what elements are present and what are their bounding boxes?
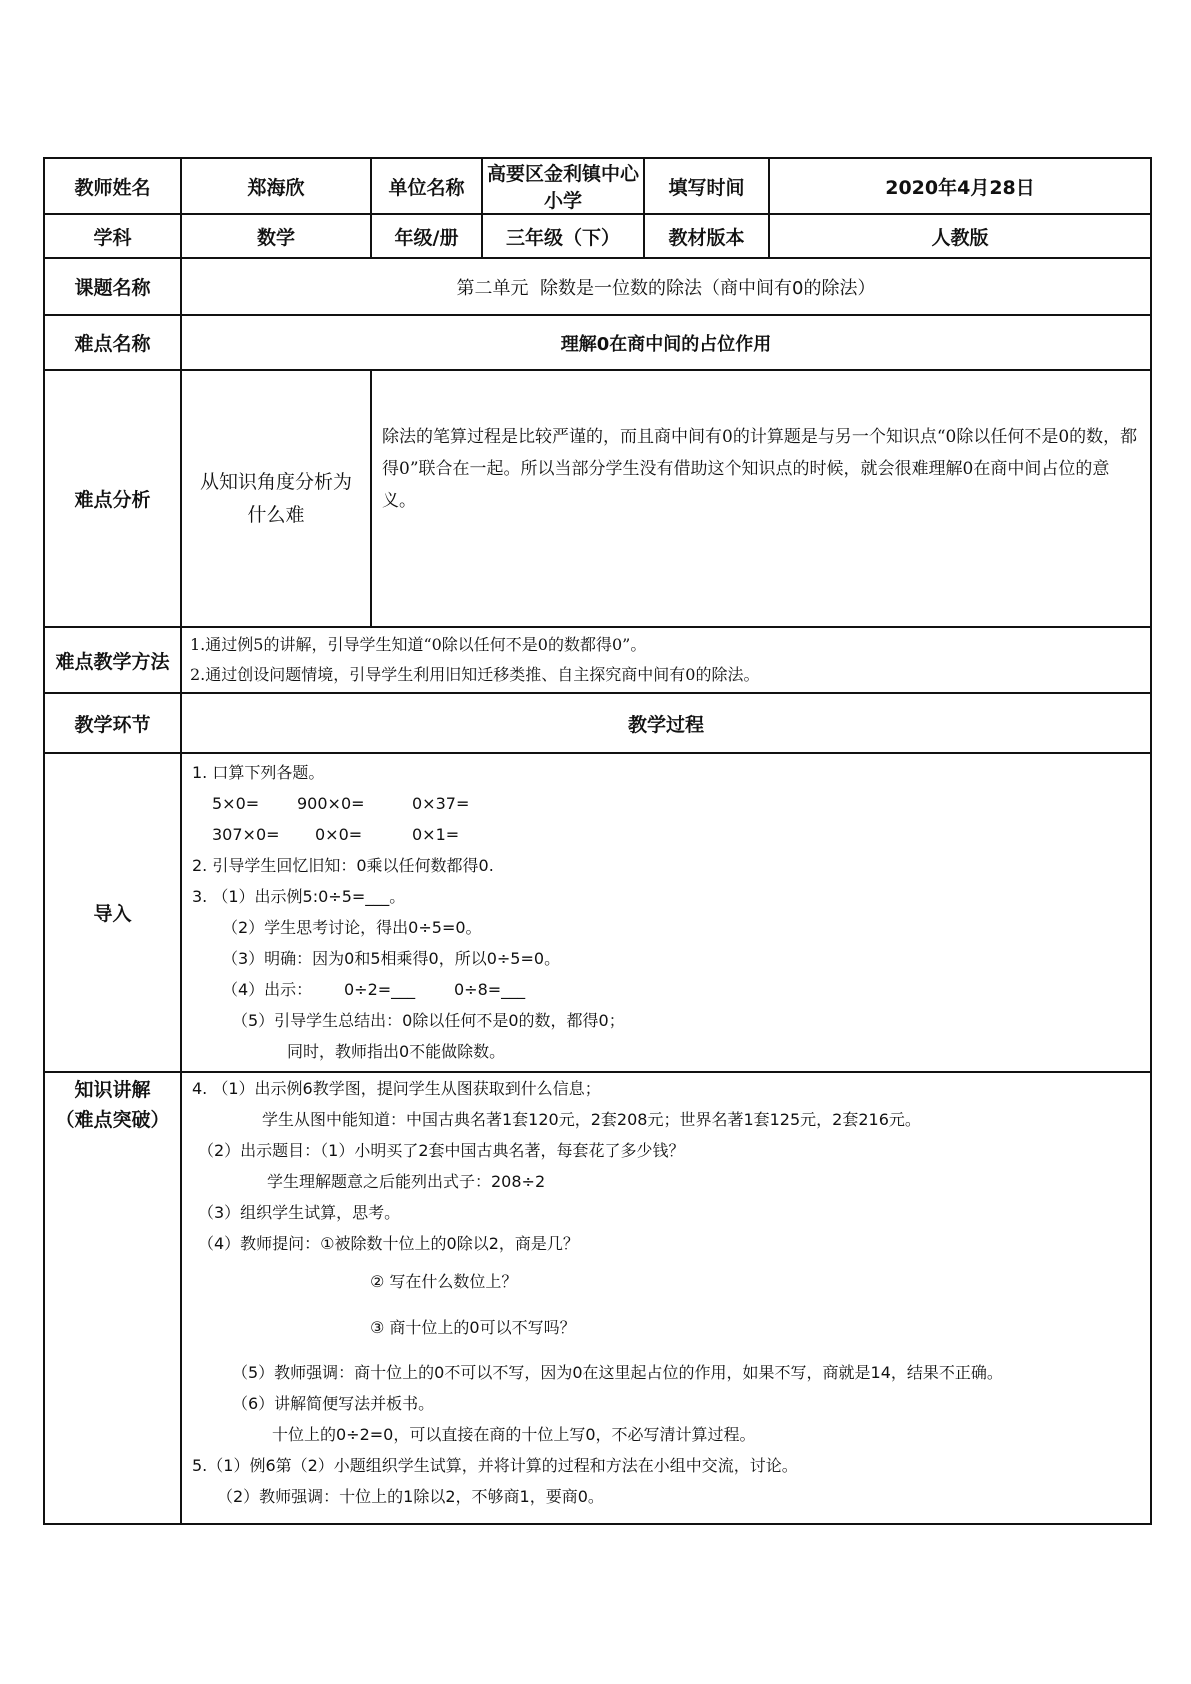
intro-expr: 5×0= <box>212 794 260 813</box>
intro-line: 3. （1）出示例5:0÷5=___。 <box>192 887 406 906</box>
knowledge-line: 学生理解题意之后能列出式子：208÷2 <box>267 1172 546 1191</box>
knowledge-line: （2）教师强调：十位上的1除以2，不够商1，要商0。 <box>217 1487 604 1506</box>
header-row-1 <box>44 158 1151 214</box>
date-label: 填写时间 <box>644 158 769 214</box>
intro-label: 导入 <box>44 753 181 1072</box>
knowledge-line: ② 写在什么数位上？ <box>370 1272 518 1291</box>
intro-expr: （4）出示： <box>222 980 313 999</box>
analysis-row <box>44 370 1151 627</box>
method-line: 1.通过例5的讲解，引导学生知道“0除以任何不是0的数都得0”。 <box>190 635 647 654</box>
topic-value: 第二单元 除数是一位数的除法（商中间有0的除法） <box>181 258 1151 315</box>
knowledge-line: 4. （1）出示例6教学图，提问学生从图获取到什么信息； <box>192 1079 601 1098</box>
intro-math-row-1 <box>192 788 1142 819</box>
knowledge-line: 5.（1）例6第（2）小题组织学生试算，并将计算的过程和方法在小组中交流，讨论。 <box>192 1456 798 1475</box>
intro-expr: 0×37= <box>412 794 470 813</box>
intro-row <box>44 753 1151 1072</box>
difficulty-value: 理解0在商中间的占位作用 <box>181 315 1151 370</box>
knowledge-line: （6）讲解简便写法并板书。 <box>232 1394 435 1413</box>
intro-line: （3）明确：因为0和5相乘得0，所以0÷5=0。 <box>222 949 561 968</box>
subject-value: 数学 <box>181 214 371 258</box>
knowledge-line: 学生从图中能知道：中国古典名著1套120元，2套208元；世界名著1套125元，2套216元。 <box>262 1110 921 1129</box>
knowledge-label: 知识讲解 <box>74 1079 151 1101</box>
subject-label: 学科 <box>44 214 181 258</box>
knowledge-line: （4）教师提问：①被除数十位上的0除以2，商是几？ <box>198 1234 579 1253</box>
grade-value: 三年级（下） <box>482 214 644 258</box>
intro-line: 2. 引导学生回忆旧知：0乘以任何数都得0. <box>192 856 494 875</box>
process-header-value: 教学过程 <box>181 693 1151 753</box>
difficulty-label: 难点名称 <box>44 315 181 370</box>
method-text <box>181 627 1151 693</box>
knowledge-content <box>181 1072 1151 1524</box>
intro-line: 同时，教师指出0不能做除数。 <box>287 1042 506 1061</box>
process-header-label: 教学环节 <box>44 693 181 753</box>
analysis-text: 除法的笔算过程是比较严谨的，而且商中间有0的计算题是与另一个知识点“0除以任何不是0的数，都得0”联合在一起。所以当部分学生没有借助这个知识点的时候，就会很难理解0在商中间占位的意义。 <box>371 370 1151 627</box>
knowledge-label-2: （难点突破） <box>55 1109 170 1131</box>
unit-label: 单位名称 <box>371 158 482 214</box>
knowledge-line: （5）教师强调：商十位上的0不可以不写，因为0在这里起占位的作用，如果不写，商就是14，结果不正确。 <box>232 1363 1003 1382</box>
intro-line: （5）引导学生总结出：0除以任何不是0的数，都得0； <box>232 1011 625 1030</box>
intro-content <box>181 753 1151 1072</box>
teacher-label: 教师姓名 <box>44 158 181 214</box>
teacher-value: 郑海欣 <box>181 158 371 214</box>
knowledge-line: （3）组织学生试算，思考。 <box>198 1203 401 1222</box>
date-value: 2020年4月28日 <box>769 158 1151 214</box>
topic-label: 课题名称 <box>44 258 181 315</box>
method-label: 难点教学方法 <box>44 627 181 693</box>
edition-value: 人教版 <box>769 214 1151 258</box>
topic-row <box>44 258 1151 315</box>
intro-expr: 900×0= <box>297 794 365 813</box>
grade-label: 年级/册 <box>371 214 482 258</box>
analysis-label: 难点分析 <box>44 370 181 627</box>
header-row-2 <box>44 214 1151 258</box>
edition-label: 教材版本 <box>644 214 769 258</box>
lesson-plan-table <box>43 157 1152 1525</box>
intro-expr: 0÷8=___ <box>454 980 526 999</box>
difficulty-row <box>44 315 1151 370</box>
knowledge-label-cell <box>44 1072 181 1524</box>
knowledge-line: 十位上的0÷2=0，可以直接在商的十位上写0，不必写清计算过程。 <box>272 1425 756 1444</box>
intro-line-show <box>192 974 1142 1005</box>
analysis-sub-label: 从知识角度分析为什么难 <box>181 370 371 627</box>
knowledge-line: （2）出示题目：（1）小明买了2套中国古典名著，每套花了多少钱？ <box>198 1141 685 1160</box>
intro-line: （2）学生思考讨论，得出0÷5=0。 <box>222 918 482 937</box>
intro-line: 1. 口算下列各题。 <box>192 763 325 782</box>
unit-value: 高要区金利镇中心小学 <box>482 158 644 214</box>
intro-expr: 307×0= <box>212 825 280 844</box>
method-row <box>44 627 1151 693</box>
intro-expr: 0÷2=___ <box>344 980 416 999</box>
intro-expr: 0×0= <box>315 825 363 844</box>
intro-expr: 0×1= <box>412 825 460 844</box>
process-header-row <box>44 693 1151 753</box>
lesson-plan-page <box>43 157 1150 1525</box>
intro-math-row-2 <box>192 819 1142 850</box>
knowledge-line: ③ 商十位上的0可以不写吗？ <box>370 1318 576 1337</box>
knowledge-row <box>44 1072 1151 1524</box>
method-line: 2.通过创设问题情境，引导学生利用旧知迁移类推、自主探究商中间有0的除法。 <box>190 665 760 684</box>
